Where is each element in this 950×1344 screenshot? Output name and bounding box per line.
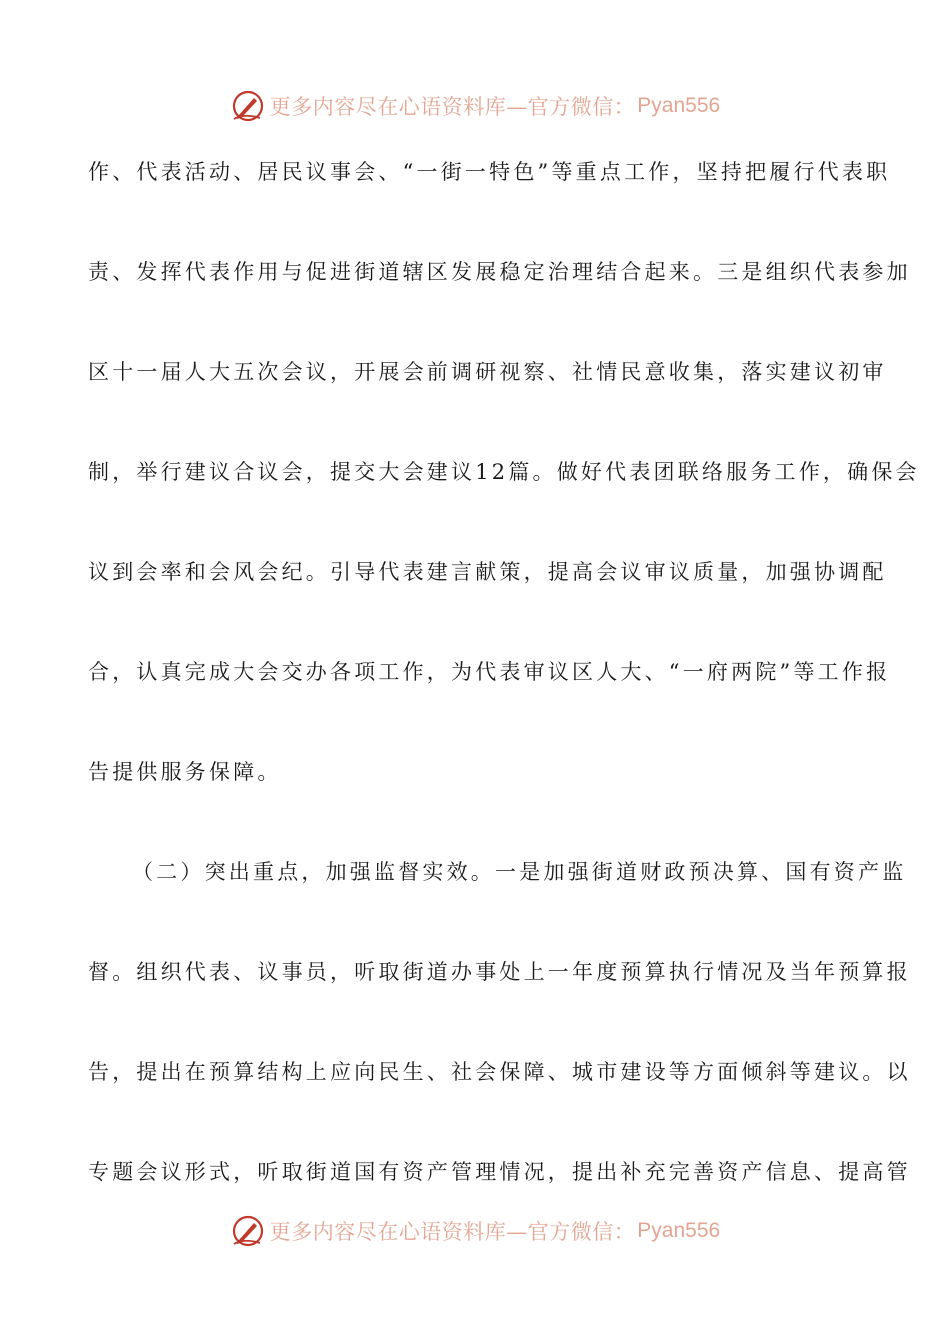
text-line: 督。组织代表、议事员，听取街道办事处上一年度预算执行情况及当年预算报 (88, 960, 911, 984)
watermark-id: Pyan556 (637, 1219, 721, 1242)
text-line: 议到会率和会风会纪。引导代表建言献策，提高会议审议质量，加强协调配 (88, 560, 887, 584)
document-body (88, 150, 920, 1250)
watermark-banner-bottom (0, 1209, 950, 1253)
pen-logo-icon (230, 88, 266, 124)
text-line: 合，认真完成大会交办各项工作，为代表审议区人大、“一府两院”等工作报 (88, 660, 891, 684)
text-line: 告，提出在预算结构上应向民生、社会保障、城市建设等方面倾斜等建议。以 (88, 1060, 911, 1084)
pen-logo-icon (230, 1213, 266, 1249)
section-heading-line: （二）突出重点，加强监督实效。一是加强街道财政预决算、国有资产监 (132, 860, 907, 884)
watermark-text: 更多内容尽在心语资料库—官方微信： (269, 95, 636, 119)
watermark-id: Pyan556 (637, 94, 721, 117)
text-line: 区十一届人大五次会议，开展会前调研视察、社情民意收集，落实建议初审 (88, 360, 887, 384)
text-line: 制，举行建议合议会，提交大会建议12篇。做好代表团联络服务工作，确保会 (88, 460, 920, 484)
watermark-text: 更多内容尽在心语资料库—官方微信： (269, 1220, 636, 1244)
text-line: 告提供服务保障。 (88, 760, 282, 784)
watermark-banner-top (0, 84, 950, 128)
text-line: 专题会议形式，听取街道国有资产管理情况，提出补充完善资产信息、提高管 (88, 1160, 911, 1184)
text-line: 作、代表活动、居民议事会、“一街一特色”等重点工作，坚持把履行代表职 (88, 160, 891, 184)
text-line: 责、发挥代表作用与促进街道辖区发展稳定治理结合起来。三是组织代表参加 (88, 260, 911, 284)
